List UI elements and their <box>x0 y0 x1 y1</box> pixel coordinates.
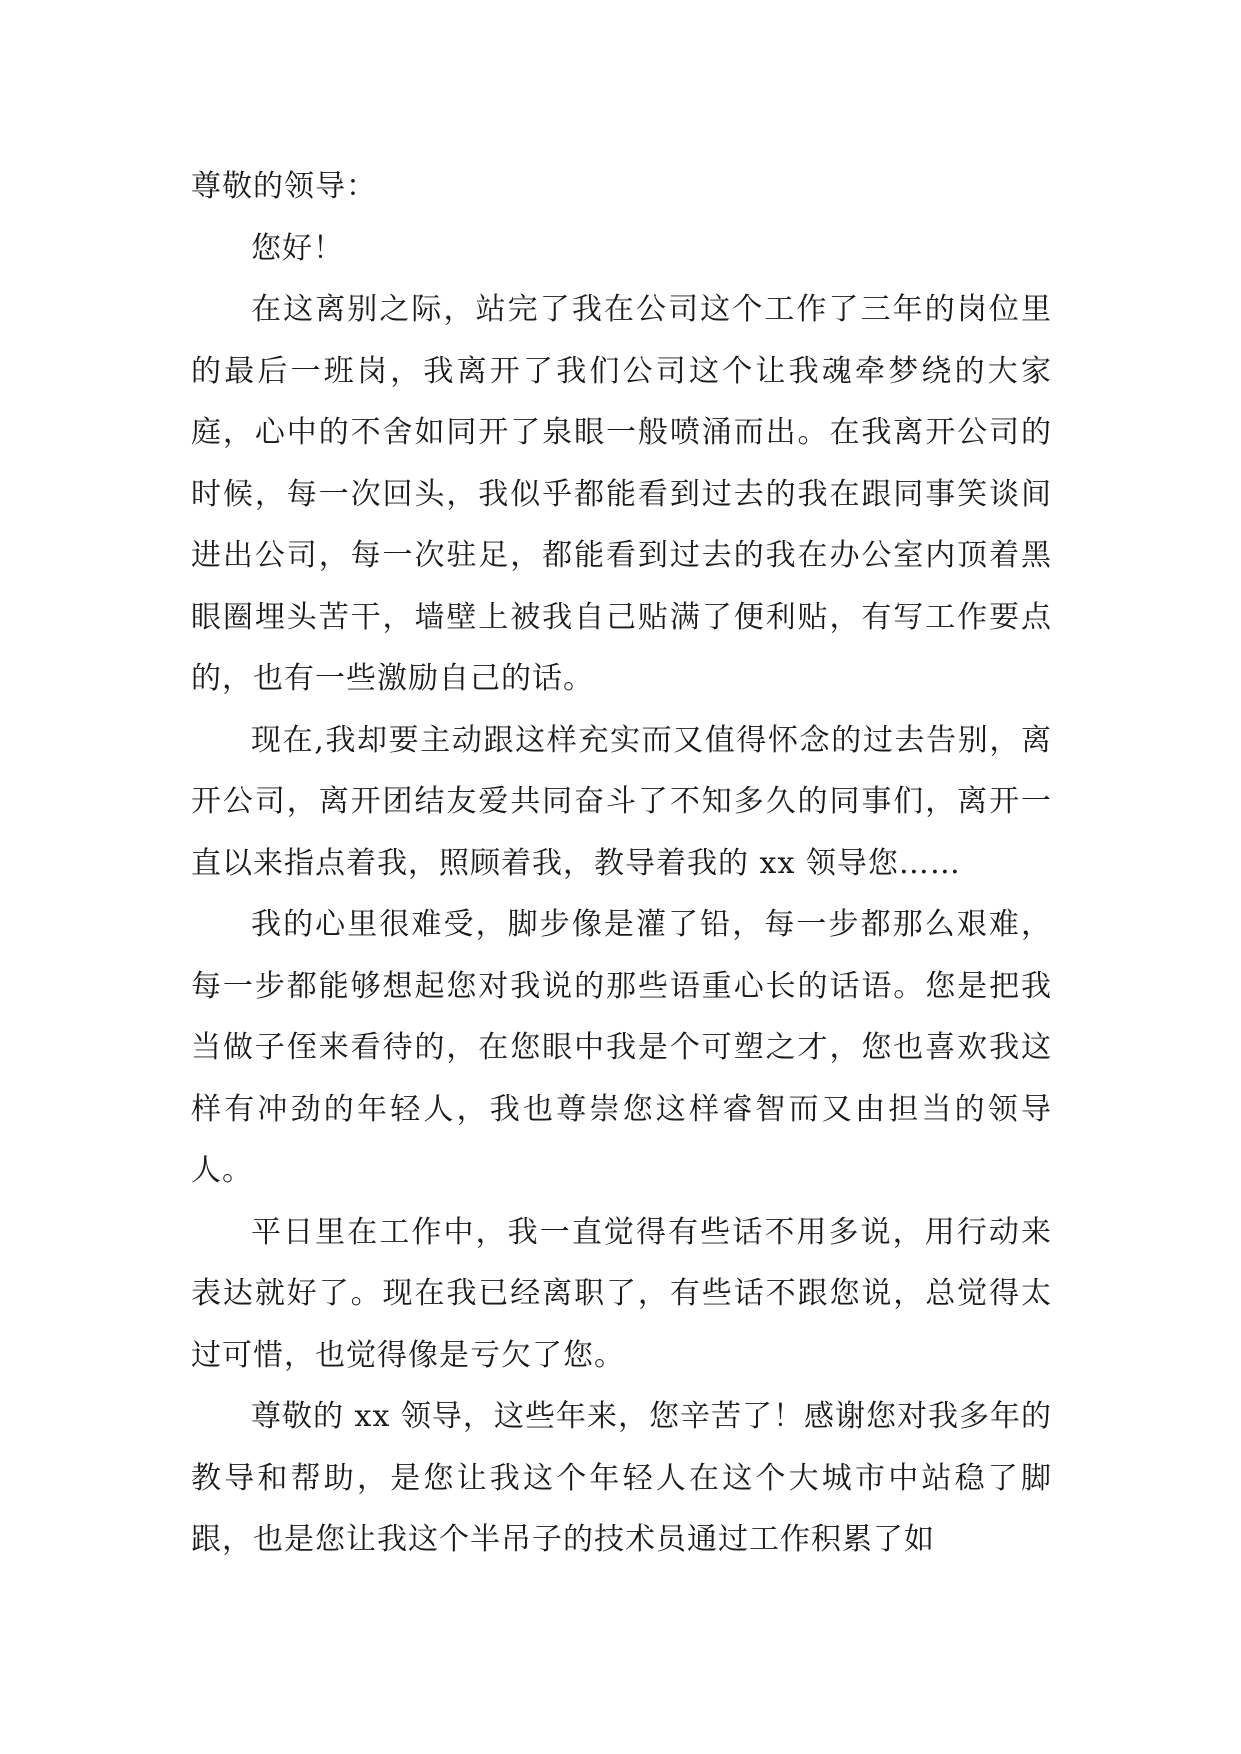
letter-paragraph-4: 平日里在工作中，我一直觉得有些话不用多说，用行动来表达就好了。现在我已经离职了，有些话不跟您说，总觉得太过可惜，也觉得像是亏欠了您。 <box>191 1214 1052 1373</box>
letter-greeting: 您好！ <box>251 230 344 266</box>
letter-paragraph-5: 尊敬的 xx 领导，这些年来，您辛苦了！感谢您对我多年的教导和帮助，是您让我这个年轻人在这个大城市中站稳了脚跟，也是您让我这个半吊子的技术员通过工作积累了如 <box>191 1399 1052 1557</box>
resignation-letter-body <box>191 156 1052 1571</box>
letter-paragraph-1: 在这离别之际，站完了我在公司这个工作了三年的岗位里的最后一班岗，我离开了我们公司这个让我魂牵梦绕的大家庭，心中的不舍如同开了泉眼一般喷涌而出。在我离开公司的时候，每一次回头，我似乎都能看到过去的我在跟同事笑谈间进出公司，每一次驻足，都能看到过去的我在办公室内顶着黑眼圈埋头苦干，墙壁上被我自己贴满了便利贴，有写工作要点的，也有一些激励自己的话。 <box>191 292 1052 696</box>
letter-paragraph-2: 现在,我却要主动跟这样充实而又值得怀念的过去告别，离开公司，离开团结友爱共同奋斗了不知多久的同事们，离开一直以来指点着我，照顾着我，教导着我的 xx 领导您…… <box>191 722 1052 881</box>
letter-paragraph-3: 我的心里很难受，脚步像是灌了铅，每一步都那么艰难，每一步都能够想起您对我说的那些语重心长的话语。您是把我当做子侄来看待的，在您眼中我是个可塑之才，您也喜欢我这样有冲劲的年轻人，我也尊崇您这样睿智而又由担当的领导人。 <box>191 907 1052 1188</box>
letter-salutation: 尊敬的领导： <box>191 169 377 204</box>
